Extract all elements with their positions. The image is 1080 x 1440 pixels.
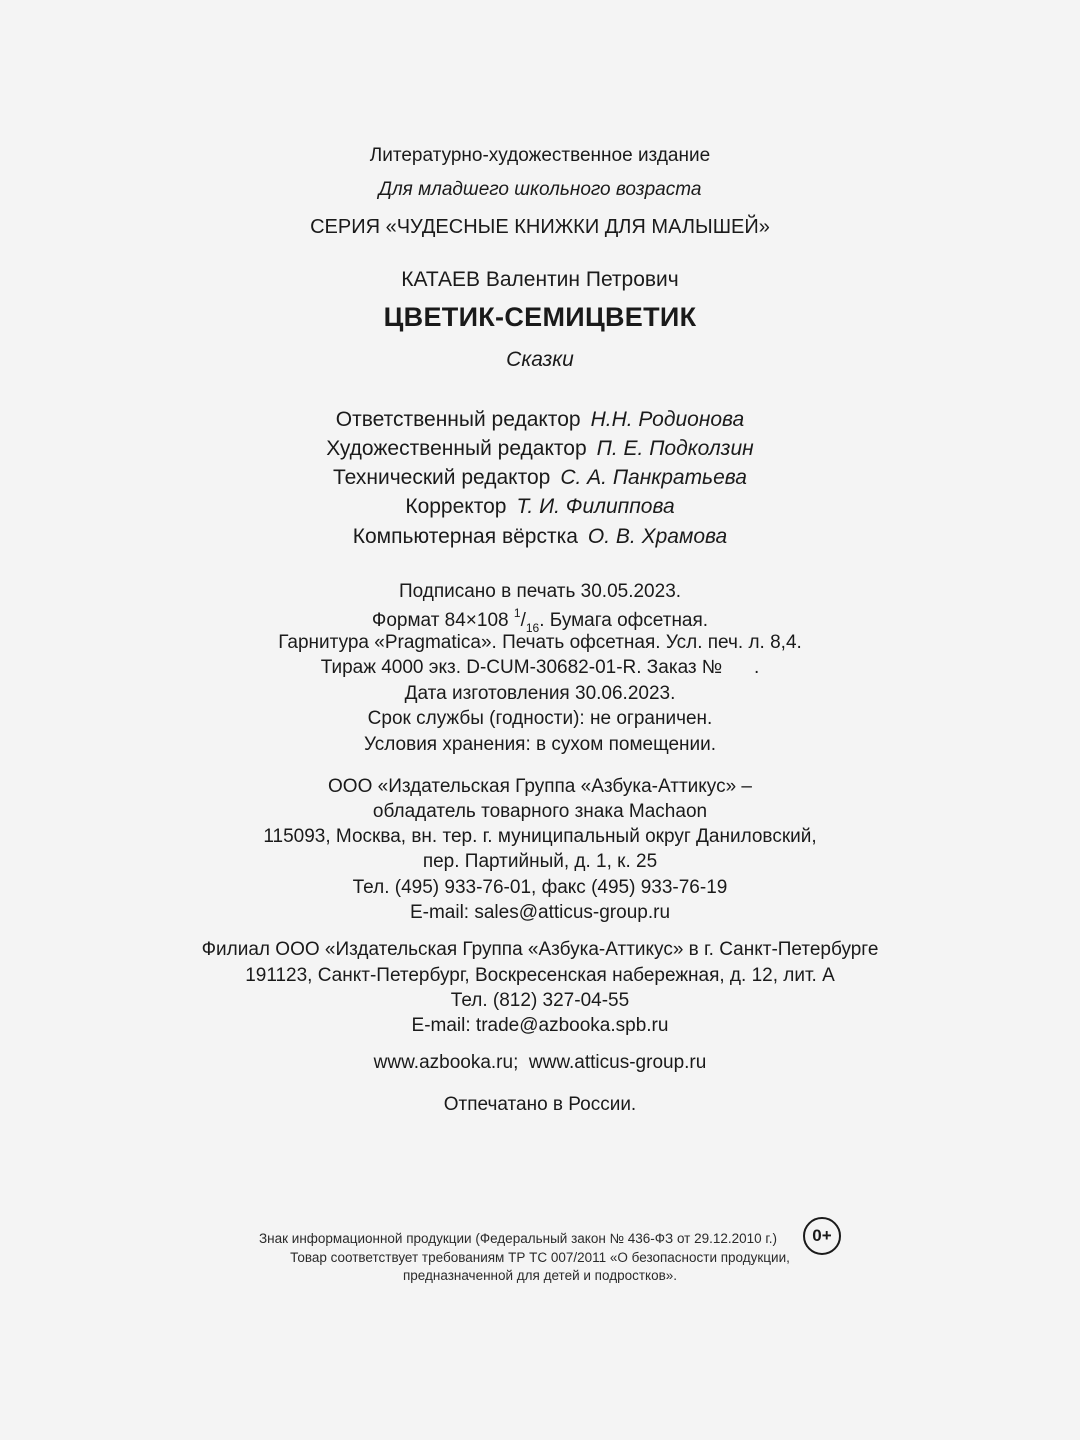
branch-phone: Тел. (812) 327-04-55	[450, 990, 630, 1011]
publisher-address: 115093, Москва, вн. тер. г. муниципальный округ Даниловский,	[263, 826, 817, 847]
credit-name: С. А. Панкратьева	[560, 466, 747, 489]
format-denominator: 16	[525, 621, 540, 635]
credit-role: Технический редактор	[333, 466, 551, 489]
credit-role: Ответственный редактор	[335, 408, 581, 431]
manufactured-date: Дата изготовления 30.06.2023.	[404, 683, 676, 704]
age-group: Для младшего школьного возраста	[378, 179, 702, 200]
websites: www.azbooka.ru; www.atticus-group.ru	[373, 1052, 707, 1073]
shelf-life: Срок службы (годности): не ограничен.	[367, 708, 713, 729]
book-genre: Сказки	[506, 348, 574, 371]
format-line: Формат 84×108 $^1/_{16}$. Бумага офсетная.	[371, 606, 709, 635]
edition-type: Литературно-художественное издание	[369, 145, 711, 166]
publisher-name: ООО «Издательская Группа «Азбука-Аттикус» –	[328, 776, 752, 797]
credit-name: Т. И. Филиппова	[516, 495, 675, 518]
branch-email: E-mail: trade@azbooka.spb.ru	[411, 1015, 669, 1036]
age-rating-badge: 0+	[803, 1217, 841, 1255]
book-title: ЦВЕТИК-СЕМИЦВЕТИК	[383, 302, 697, 332]
credit-line	[0, 525, 1080, 549]
info-product-law: Знак информационной продукции (Федеральный закон № 436-ФЗ от 29.12.2010 г.)	[259, 1231, 777, 1246]
storage-conditions: Условия хранения: в сухом помещении.	[363, 734, 717, 755]
branch-address: 191123, Санкт-Петербург, Воскресенская набережная, д. 12, лит. А	[245, 965, 835, 986]
credit-line	[0, 466, 1080, 490]
book-author: КАТАЕВ Валентин Петрович	[401, 268, 679, 291]
print-run: Тираж 4000 экз. D-CUM-30682-01-R. Заказ № .	[320, 657, 760, 678]
credit-line	[0, 495, 1080, 519]
publisher-phone: Тел. (495) 933-76-01, факс (495) 933-76-19	[352, 877, 728, 898]
typeface-line: Гарнитура «Pragmatica». Печать офсетная. Усл. печ. л. 8,4.	[278, 632, 802, 653]
credit-name: О. В. Храмова	[587, 525, 728, 548]
branch-name: Филиал ООО «Издательская Группа «Азбука-Аттикус» в г. Санкт-Петербурге	[201, 939, 879, 960]
format-prefix: Формат 84×108	[371, 610, 509, 631]
credit-role: Корректор	[405, 495, 507, 518]
credit-name: П. Е. Подколзин	[596, 437, 754, 460]
format-suffix: . Бумага офсетная.	[539, 610, 709, 631]
signed-date: Подписано в печать 30.05.2023.	[398, 581, 682, 602]
publisher-trademark: обладатель товарного знака Machaon	[372, 801, 708, 822]
series-title: СЕРИЯ «ЧУДЕСНЫЕ КНИЖКИ ДЛЯ МАЛЫШЕЙ»	[310, 216, 770, 238]
credit-name: Н.Н. Родионова	[590, 408, 745, 431]
credit-line	[0, 408, 1080, 432]
compliance-line: предназначенной для детей и подростков».	[402, 1268, 678, 1283]
publisher-address: пер. Партийный, д. 1, к. 25	[422, 851, 658, 872]
printed-in: Отпечатано в России.	[443, 1094, 637, 1115]
credit-role: Художественный редактор	[326, 437, 587, 460]
credit-line	[0, 437, 1080, 461]
credit-role: Компьютерная вёрстка	[352, 525, 578, 548]
publisher-email: E-mail: sales@atticus-group.ru	[409, 902, 671, 923]
format-numerator: 1	[513, 606, 521, 620]
compliance-line: Товар соответствует требованиям ТР ТС 007/2011 «О безопасности продукции,	[290, 1250, 790, 1265]
